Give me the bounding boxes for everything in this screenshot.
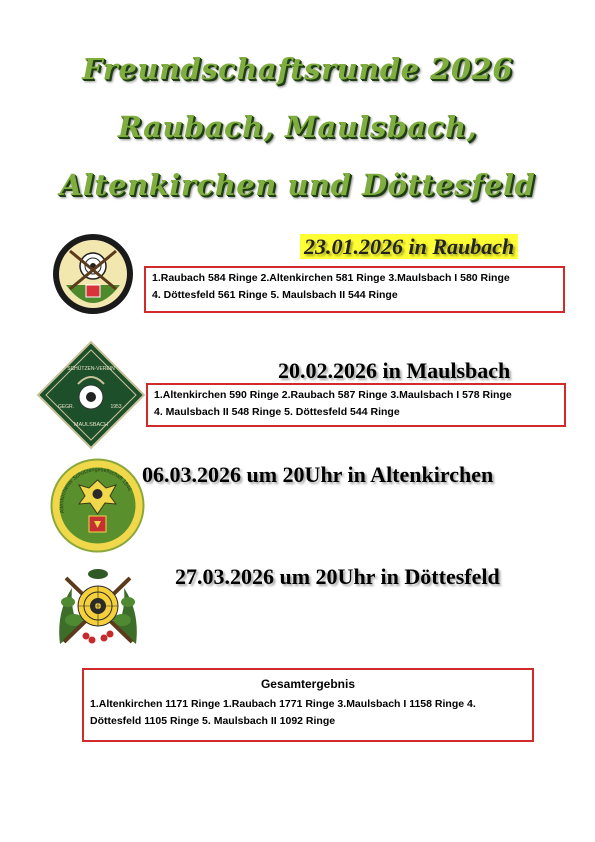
title-line-1: Freundschaftsrunde 2026 <box>82 52 513 86</box>
svg-text:SCHÜTZEN-VEREIN: SCHÜTZEN-VEREIN <box>67 366 115 372</box>
maulsbach-club-emblem-icon <box>36 340 146 450</box>
total-results-box <box>82 668 534 742</box>
title-line-3: Altenkirchen und Döttesfeld <box>59 168 536 202</box>
result-line: 1.Raubach 584 Ringe 2.Altenkirchen 581 Ringe 3.Maulsbach I 580 Ringe <box>152 272 510 284</box>
result-line: 4. Döttesfeld 561 Ringe 5. Maulsbach II 544 Ringe <box>152 289 398 301</box>
raubach-club-emblem-icon <box>52 233 134 315</box>
altenkirchen-club-emblem-icon <box>50 458 145 553</box>
doettesfeld-club-emblem-icon <box>50 562 146 652</box>
result-line: 4. Maulsbach II 548 Ringe 5. Döttesfeld 544 Ringe <box>154 406 400 418</box>
result-line: Döttesfeld 1105 Ringe 5. Maulsbach II 1092 Ringe <box>90 715 336 727</box>
svg-text:1953: 1953 <box>110 404 122 410</box>
result-line: 1.Altenkirchen 1171 Ringe 1.Raubach 1771 Ringe 3.Maulsbach I 1158 Ringe 4. <box>90 698 476 710</box>
results-box-raubach <box>144 266 565 313</box>
result-line: 1.Altenkirchen 590 Ringe 2.Raubach 587 Ringe 3.Maulsbach I 578 Ringe <box>154 389 512 401</box>
svg-text:MAULSBACH: MAULSBACH <box>73 422 109 428</box>
event-date-altenkirchen: 06.03.2026 um 20Uhr in Altenkirchen <box>142 462 494 487</box>
total-results-heading: Gesamtergebnis <box>260 677 356 691</box>
title-line-2: Raubach, Maulsbach, <box>117 110 478 144</box>
svg-text:GEGR.: GEGR. <box>57 404 75 410</box>
event-date-doettesfeld: 27.03.2026 um 20Uhr in Döttesfeld <box>175 564 500 589</box>
svg-text:1951: 1951 <box>86 241 100 247</box>
event-date-raubach: 23.01.2026 in Raubach <box>300 234 518 260</box>
svg-text:Altenkirchener Schützengesells: Altenkirchener Schützengesellschaft 1846 <box>59 467 133 514</box>
results-box-maulsbach <box>146 383 566 427</box>
event-date-maulsbach: 20.02.2026 in Maulsbach <box>278 358 511 383</box>
